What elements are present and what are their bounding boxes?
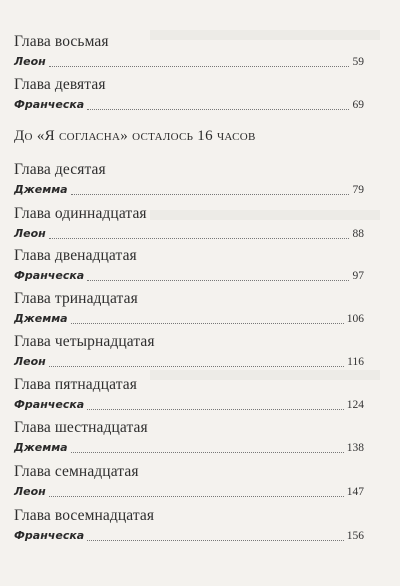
narrator-name: Франческа <box>14 98 85 111</box>
dot-leader <box>87 280 349 281</box>
chapter-title: Глава одиннадцатая <box>14 205 147 222</box>
narrator-row <box>14 397 364 415</box>
page-number: 97 <box>352 270 364 282</box>
narrator-name: Леон <box>14 355 46 368</box>
chapter-title: Глава восемнадцатая <box>14 507 155 524</box>
dot-leader <box>71 452 344 453</box>
narrator-name: Леон <box>14 55 46 68</box>
narrator-name: Джемма <box>14 441 68 454</box>
dot-leader <box>49 366 344 367</box>
dot-leader <box>71 323 344 324</box>
narrator-name: Джемма <box>14 183 68 196</box>
dot-leader <box>87 540 344 541</box>
narrator-row <box>14 54 364 72</box>
narrator-row <box>14 311 364 329</box>
chapter-title: Глава пятнадцатая <box>14 376 137 393</box>
narrator-row <box>14 484 364 502</box>
chapter-title: Глава девятая <box>14 76 106 93</box>
chapter-title: Глава двенадцатая <box>14 247 137 264</box>
bleed-through <box>150 210 380 220</box>
narrator-name: Леон <box>14 227 46 240</box>
narrator-row <box>14 226 364 244</box>
page-number: 147 <box>346 486 364 498</box>
narrator-row <box>14 528 364 546</box>
narrator-row <box>14 354 364 372</box>
narrator-row <box>14 268 364 286</box>
narrator-name: Джемма <box>14 312 68 325</box>
page-number: 88 <box>352 228 364 240</box>
dot-leader <box>49 496 344 497</box>
narrator-row <box>14 97 364 115</box>
dot-leader <box>87 409 344 410</box>
page-number: 79 <box>352 184 364 196</box>
page-number: 106 <box>346 313 364 325</box>
narrator-name: Франческа <box>14 398 85 411</box>
chapter-title: Глава семнадцатая <box>14 463 139 480</box>
section-heading: До «Я согласна» осталось 16 часов <box>14 128 256 144</box>
narrator-name: Франческа <box>14 269 85 282</box>
page-number: 156 <box>346 530 364 542</box>
narrator-name: Франческа <box>14 529 85 542</box>
narrator-row <box>14 440 364 458</box>
dot-leader <box>71 194 349 195</box>
chapter-title: Глава тринадцатая <box>14 290 138 307</box>
dot-leader <box>87 109 349 110</box>
narrator-row <box>14 182 364 200</box>
chapter-title: Глава шестнадцатая <box>14 419 148 436</box>
bleed-through <box>150 30 380 40</box>
page-number: 69 <box>352 99 364 111</box>
page-number: 116 <box>347 356 364 368</box>
page-number: 59 <box>352 56 364 68</box>
dot-leader <box>49 238 349 239</box>
page-number: 124 <box>346 399 364 411</box>
chapter-title: Глава восьмая <box>14 33 109 50</box>
dot-leader <box>49 66 349 67</box>
narrator-name: Леон <box>14 485 46 498</box>
page-number: 138 <box>346 442 364 454</box>
chapter-title: Глава четырнадцатая <box>14 333 155 350</box>
chapter-title: Глава десятая <box>14 161 106 178</box>
